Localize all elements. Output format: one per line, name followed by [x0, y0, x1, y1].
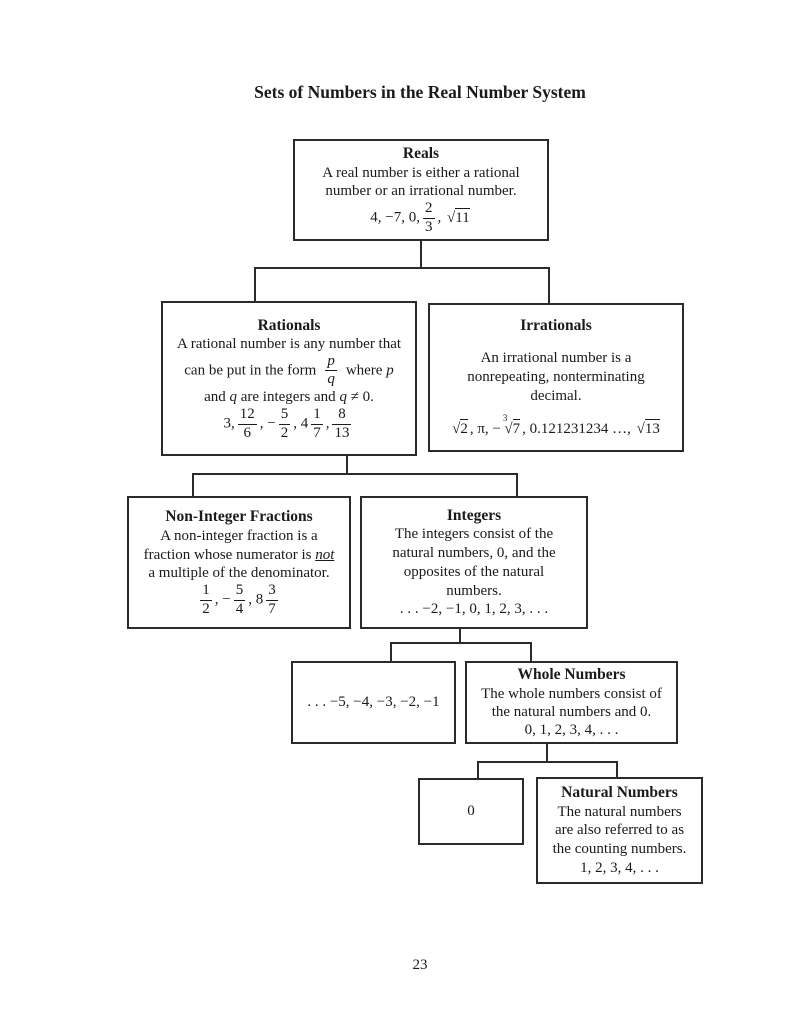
- fraction: [234, 583, 246, 618]
- fraction-denominator: 4: [235, 600, 244, 617]
- text-run: ,: [325, 415, 330, 432]
- text-run: , −: [214, 591, 231, 608]
- nif-body-line: A non-integer fraction is a: [160, 527, 318, 544]
- integers-body-line: natural numbers, 0, and the: [392, 545, 556, 562]
- fraction: [238, 407, 257, 442]
- negative-integers-examples: . . . −5, −4, −3, −2, −1: [307, 694, 440, 711]
- nif-examples: [197, 583, 280, 618]
- text-run: are integers and: [240, 389, 336, 406]
- nif-body-line: [144, 546, 335, 565]
- irrationals-title: Irrationals: [520, 316, 592, 334]
- integers-body-line: The integers consist of the: [394, 526, 554, 543]
- fraction: [332, 407, 351, 442]
- fraction: [311, 407, 323, 442]
- variable-q: q: [339, 389, 347, 406]
- fraction-numerator: 2: [425, 200, 433, 217]
- fraction-denominator: 2: [202, 600, 210, 617]
- whole-numbers-title: Whole Numbers: [517, 665, 626, 683]
- radicand: 7: [512, 421, 521, 438]
- integers-body-line: opposites of the natural: [403, 563, 545, 580]
- irrationals-examples: [450, 413, 662, 439]
- variable-q: q: [229, 389, 237, 406]
- irrationals-body-line: decimal.: [530, 387, 582, 404]
- whole-numbers-body-line: The whole numbers consist of: [481, 685, 662, 702]
- zero-box: [418, 778, 524, 845]
- page-number: 23: [412, 957, 428, 973]
- rationals-body-line: [204, 388, 374, 407]
- integers-examples: . . . −2, −1, 0, 1, 2, 3, . . .: [399, 601, 549, 618]
- rationals-body-line: [184, 354, 393, 389]
- fraction-denominator: q: [327, 371, 335, 388]
- text-run: can be put in the form: [184, 362, 317, 379]
- whole-numbers-box: [465, 661, 678, 744]
- natural-numbers-title: Natural Numbers: [561, 784, 678, 802]
- text-run: where: [345, 362, 383, 379]
- fraction: [325, 354, 337, 389]
- fraction-denominator: 3: [425, 218, 433, 235]
- zero-value: 0: [467, 803, 475, 820]
- negative-integers-box: [291, 661, 456, 744]
- natural-numbers-body-line: The natural numbers: [557, 803, 682, 820]
- fraction-numerator: 12: [239, 405, 255, 422]
- emphasized-not: not: [315, 546, 335, 563]
- fraction: [266, 583, 278, 618]
- fraction-numerator: p: [327, 352, 335, 369]
- variable-p: p: [386, 362, 394, 379]
- reals-body-line: A real number is either a rational: [322, 164, 520, 181]
- fraction-denominator: 13: [334, 424, 350, 441]
- non-integer-fractions-box: [127, 496, 351, 629]
- rationals-title: Rationals: [257, 316, 321, 334]
- text-run: ≠ 0.: [350, 389, 374, 406]
- text-run: and: [204, 389, 226, 406]
- sqrt-expression: [452, 421, 468, 437]
- text-run: , −: [259, 415, 276, 432]
- irrationals-body-line: nonrepeating, nonterminating: [467, 368, 645, 385]
- cube-root-expression: [502, 413, 521, 438]
- whole-numbers-body-line: the natural numbers and 0.: [491, 703, 652, 720]
- radical-sign: √: [504, 421, 513, 438]
- reals-box: [293, 139, 549, 241]
- reals-body-line: number or an irrational number.: [325, 183, 517, 200]
- root-index: 3: [502, 413, 508, 424]
- connector-rationals-children: [193, 456, 517, 497]
- text-run: , 4: [293, 415, 309, 432]
- fraction-denominator: 6: [238, 424, 257, 442]
- radicand: 2: [460, 421, 468, 438]
- natural-numbers-body-line: the counting numbers.: [552, 841, 687, 858]
- whole-numbers-examples: 0, 1, 2, 3, 4, . . .: [524, 722, 619, 739]
- text-run: , 8: [248, 591, 264, 608]
- text-run: fraction whose numerator is: [143, 546, 312, 563]
- fraction-numerator: 5: [280, 405, 289, 422]
- radical-sign: √: [447, 209, 456, 226]
- text-run: 4, −7, 0,: [370, 209, 421, 226]
- integers-body-line: numbers.: [446, 582, 502, 599]
- fraction-numerator: 5: [235, 582, 244, 599]
- rationals-body-line: A rational number is any number that: [176, 335, 402, 352]
- fraction-numerator: 8: [338, 405, 346, 422]
- radicand: 11: [455, 209, 470, 226]
- natural-numbers-body-line: are also referred to as: [554, 822, 685, 839]
- irrationals-box: [428, 303, 684, 452]
- sqrt-expression: [637, 421, 660, 437]
- connector-reals-children: [255, 241, 549, 304]
- text-run: , π, −: [469, 421, 501, 438]
- page-title: Sets of Numbers in the Real Number System: [254, 82, 586, 102]
- integers-title: Integers: [446, 506, 502, 524]
- text-run: 3,: [223, 415, 235, 432]
- rationals-examples: [224, 407, 355, 442]
- non-integer-fractions-title: Non-Integer Fractions: [165, 508, 313, 526]
- connector-integers-children: [391, 629, 531, 662]
- reals-examples: [370, 201, 471, 236]
- natural-numbers-examples: 1, 2, 3, 4, . . .: [580, 859, 659, 876]
- fraction-denominator: 7: [268, 600, 276, 617]
- reals-title: Reals: [402, 145, 440, 163]
- text-run: ,: [437, 209, 442, 226]
- sqrt-expression: [447, 210, 470, 226]
- radical-sign: √: [636, 421, 645, 438]
- text-run: , 0.121231234 …,: [522, 421, 631, 438]
- connector-whole-children: [478, 744, 617, 779]
- fraction: [279, 407, 291, 442]
- fraction: [200, 583, 212, 618]
- fraction: [423, 201, 435, 236]
- nif-body-line: a multiple of the denominator.: [148, 565, 330, 582]
- fraction-numerator: 3: [268, 582, 276, 599]
- fraction-denominator: 7: [313, 424, 321, 441]
- rationals-box: [161, 301, 417, 456]
- fraction-numerator: 1: [202, 582, 210, 599]
- radicand: 13: [644, 421, 660, 438]
- integers-box: [360, 496, 588, 629]
- radical-sign: √: [452, 421, 461, 438]
- fraction-numerator: 1: [313, 405, 321, 422]
- fraction-denominator: 2: [280, 424, 289, 441]
- natural-numbers-box: [536, 777, 703, 884]
- irrationals-body-line: An irrational number is a: [480, 350, 632, 367]
